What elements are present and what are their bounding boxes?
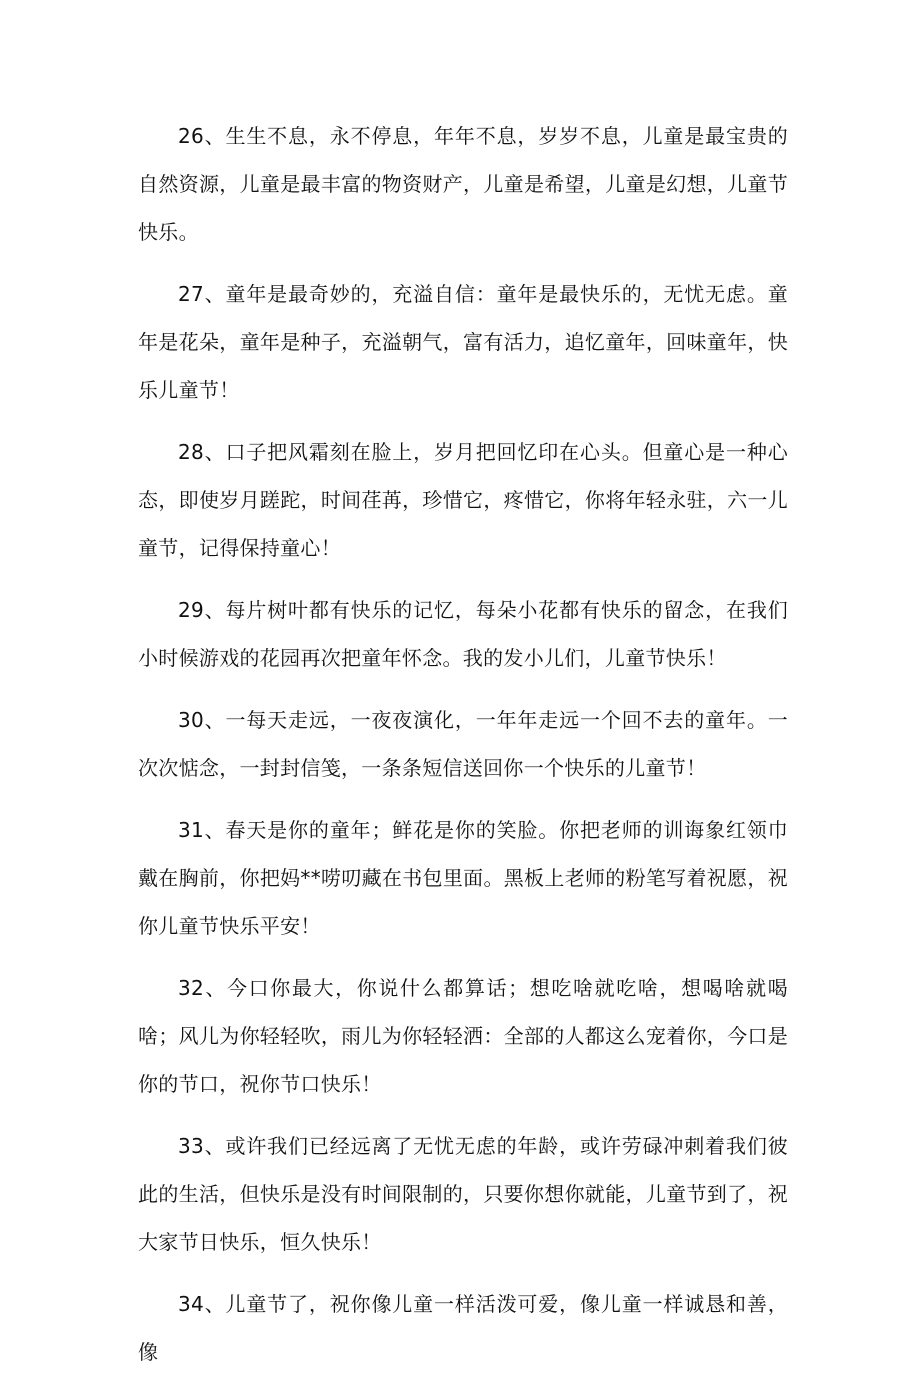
paragraph-32: 32、今口你最大，你说什么都算话；想吃啥就吃啥，想喝啥就喝啥；风儿为你轻轻吹，雨儿为你轻轻洒：全部的人都这么宠着你，今口是你的节口，祝你节口快乐！ [138, 976, 788, 1096]
paragraph-27: 27、童年是最奇妙的，充溢自信：童年是最快乐的，无忧无虑。童年是花朵，童年是种子，充溢朝气，富有活力，追忆童年，回味童年，快乐儿童节！ [138, 282, 788, 402]
paragraph-28: 28、口子把风霜刻在脸上，岁月把回忆印在心头。但童心是一种心态，即使岁月蹉跎，时间荏苒，珍惜它，疼惜它，你将年轻永驻，六一儿童节，记得保持童心！ [138, 440, 788, 560]
paragraph-26: 26、生生不息，永不停息，年年不息，岁岁不息，儿童是最宝贵的自然资源，儿童是最丰富的物资财产，儿童是希望，儿童是幻想，儿童节快乐。 [138, 124, 788, 244]
document-body [138, 112, 788, 1376]
paragraph-31: 31、春天是你的童年；鲜花是你的笑脸。你把老师的训诲象红领巾戴在胸前，你把妈**唠叨藏在书包里面。黑板上老师的粉笔写着祝愿，祝你儿童节快乐平安！ [138, 818, 788, 938]
paragraph-30: 30、一每天走远，一夜夜演化，一年年走远一个回不去的童年。一次次惦念，一封封信笺，一条条短信送回你一个快乐的儿童节！ [138, 708, 788, 780]
paragraph-29: 29、每片树叶都有快乐的记忆，每朵小花都有快乐的留念，在我们小时候游戏的花园再次把童年怀念。我的发小儿们，儿童节快乐！ [138, 598, 788, 670]
paragraph-34: 34、儿童节了，祝你像儿童一样活泼可爱，像儿童一样诚恳和善，像 [138, 1292, 788, 1364]
paragraph-33: 33、或许我们已经远离了无忧无虑的年龄，或许劳碌冲刺着我们彼此的生活，但快乐是没有时间限制的，只要你想你就能，儿童节到了，祝大家节日快乐，恒久快乐！ [138, 1134, 788, 1254]
